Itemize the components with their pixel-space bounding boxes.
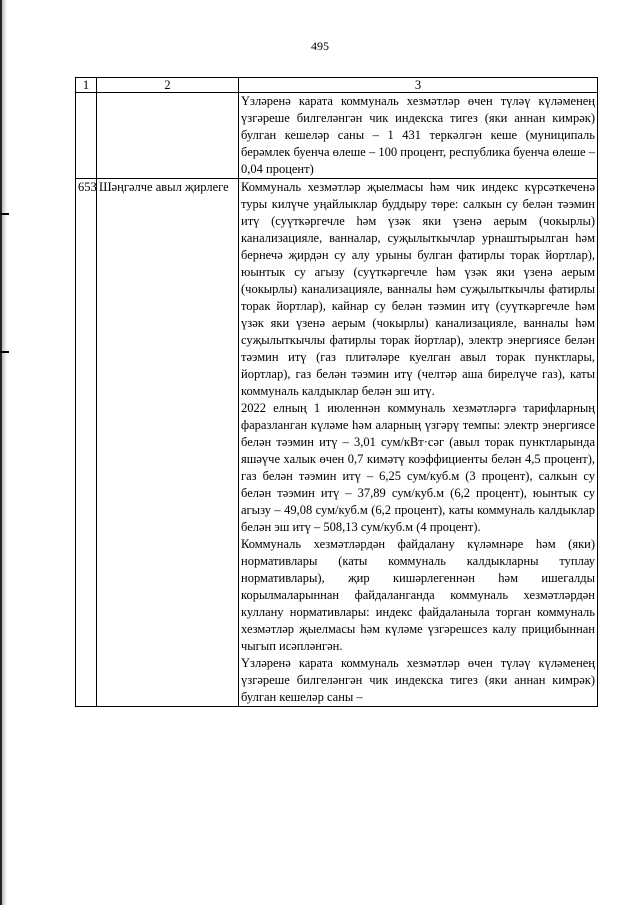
- content-paragraph: Үзләренә карата коммуналь хезмәтләр өчен түләү күләменең үзгәреше билгеләнгән чик индекска тигез (яки аннан кимрәк) булган кешеләр саны – 1 431 теркәлгән кеше (муниципаль берәмлек буенча өлеше – 100 процент, республика буенча өлеше – 0,04 процент): [241, 94, 595, 176]
- scan-edge-mark: [0, 0, 7, 905]
- document-table: [75, 77, 598, 707]
- row-number: 653: [76, 179, 97, 707]
- column-header: 1: [76, 78, 97, 93]
- column-header: 2: [97, 78, 239, 93]
- content-paragraph: Коммуналь хезмәтләрдән файдалану күләмнәре һәм (яки) нормативлары (каты коммуналь калдыкларны туплау нормативлары), җир кишәрлегеннән һәм ишегалды корылмаларыннан файдаланганда коммуналь хезмәтләрдән куллану нормативлары: индекс файдаланыла торган коммуналь хезмәтләр җыелмасы һәм күләме үзгәрешсез калу прицибыннан чыгып исәпләнгән.: [241, 537, 595, 653]
- content-paragraph: Үзләренә карата коммуналь хезмәтләр өчен түләү күләменең үзгәреше билгеләнгән чик индекска тигез (яки аннан кимрәк) булган кешеләр саны –: [241, 656, 595, 704]
- table-header-row: [76, 78, 598, 93]
- content-paragraph: 2022 елның 1 июленнән коммуналь хезмәтләргә тарифларның фаразланган күләме һәм аларның үзгәрү темпы: электр энергиясе белән тәэмин итү – 3,01 сум/кВт·сәг (авыл торак пунктларында яшәүче халык өчен 0,7 кимәтү коэффициенты белән 4,5 процент), газ белән тәэмин итү – 6,25 сум/куб.м (3 процент), салкын су белән тәэмин итү – 37,89 сум/куб.м (6,2 процент), юынтык су агызу – 49,08 сум/куб.м (6,2 процент), каты коммуналь калдыклар белән эш итү – 508,13 сум/куб.м (4 процент).: [241, 401, 595, 534]
- row-number: [76, 93, 97, 179]
- content-paragraph: Коммуналь хезмәтләр җыелмасы һәм чик индекс күрсәткеченә туры килүче уңайлыклар буддыру төре: салкын су белән тәэмин итү (суүткәргечле һәм үзәк яки үзенә аерым (чокырлы) канализацияле, ванналар, суҗылыткычлар урнаштырылган һәм бернечә җирдән су алу урыны булган фатирлы торак йортлар), юынтык су агызу (суүткәргечле һәм үзәк яки үзенә аерым (чокырлы) канализацияле, ванналы һәм суҗылыткычлы фатирлы торак йортлар), кайнар су белән тәэмин итү (суүткәргечле һәм үзәк яки үзенә аерым (чокырлы) канализацияле, ванналы һәм суҗылыткычлы фатирлы торак йортлар), электр энергиясе белән тәэмин итү (газ плитәләре куелган авыл торак пунктлары, йортлар), газ белән тәэмин итү (челтәр аша бирелүче газ), каты коммуналь калдыклар белән эш итү.: [241, 180, 595, 398]
- row-content: [239, 93, 598, 179]
- page-number: 495: [311, 39, 329, 53]
- column-header: 3: [239, 78, 598, 93]
- settlement-name: [97, 93, 239, 179]
- table-row: [76, 179, 598, 707]
- table-row: [76, 93, 598, 179]
- row-content: [239, 179, 598, 707]
- scan-edge-dash: [0, 213, 9, 215]
- settlement-name: Шәңгәлче авыл җирлеге: [97, 179, 239, 707]
- scan-edge-dash: [0, 351, 9, 353]
